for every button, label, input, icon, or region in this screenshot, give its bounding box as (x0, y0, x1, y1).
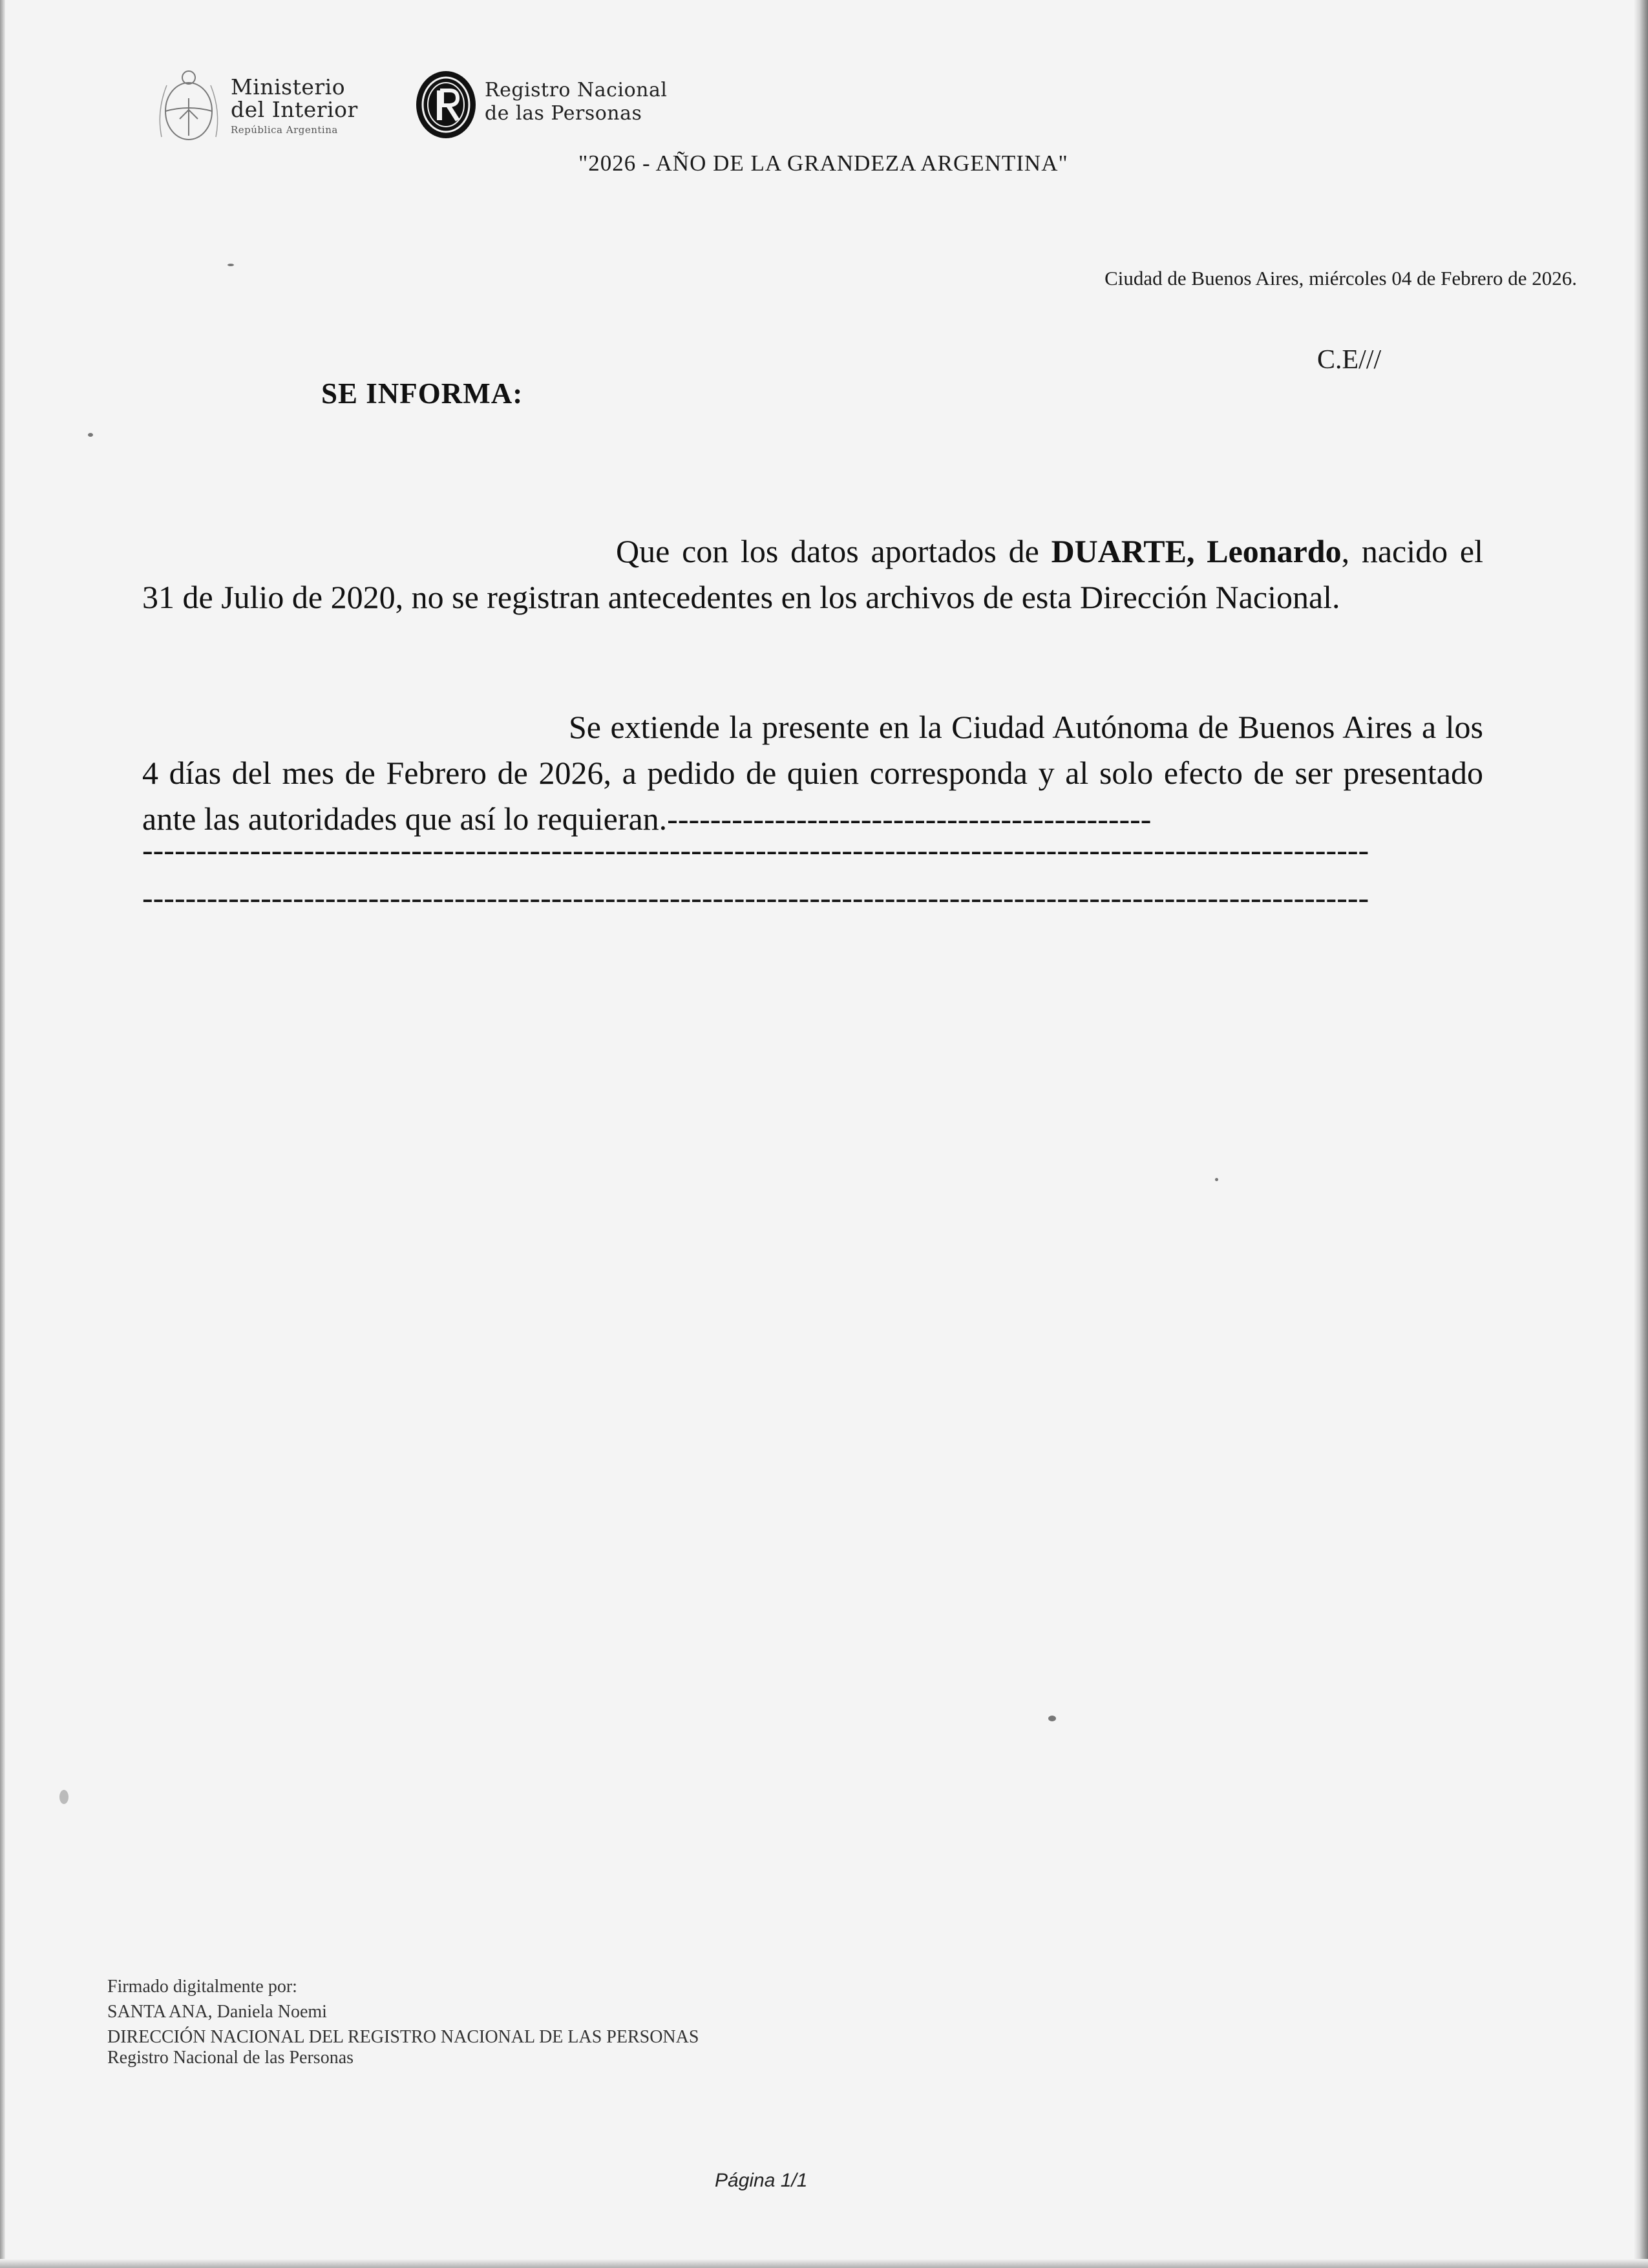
scan-speck (1215, 1178, 1218, 1181)
date-line: Ciudad de Buenos Aires, miércoles 04 de Febrero de 2026. (1104, 267, 1577, 289)
certificate-paragraph-1 (142, 529, 1483, 620)
signer-name: SANTA ANA, Daniela Noemi (107, 2002, 327, 2022)
scan-speck (88, 433, 93, 437)
reference-code: C.E/// (1317, 345, 1382, 375)
ministry-name-line2: del Interior (231, 97, 358, 122)
ministry-name-line1: Ministerio (231, 74, 346, 100)
paragraph2-text: Se extiende la presente en la Ciudad Autónoma de Buenos Aires a los 4 días del mes de Febrero de 2026, a pedido de quien corresponda y al solo efecto de ser presentado ante las autoridades que así lo requieran.--------------------------------------------- (142, 709, 1483, 837)
dash-filler-line-1: ------------------------------------------------------------------------------------------------------------------ (142, 834, 1369, 866)
renaper-name-line1: Registro Nacional (485, 79, 668, 101)
year-motto: "2026 - AÑO DE LA GRANDEZA ARGENTINA" (578, 151, 1068, 176)
renaper-logo-icon (414, 68, 478, 141)
page-number: Página 1/1 (715, 2170, 808, 2191)
paragraph1-rest: , nacido el 31 de Julio de 2020, no se registran antecedentes en los archivos de esta Dirección Nacional. (142, 533, 1483, 615)
signer-office: DIRECCIÓN NACIONAL DEL REGISTRO NACIONAL DE LAS PERSONAS (107, 2027, 699, 2047)
renaper-logo-text (485, 81, 667, 123)
certificate-paragraph-2 (142, 704, 1483, 842)
ministry-country-line: República Argentina (231, 124, 338, 136)
document-heading: SE INFORMA: (321, 377, 523, 410)
scan-edge-left (0, 0, 5, 2268)
argentina-coat-of-arms-icon (150, 59, 227, 156)
scan-speck (1048, 1716, 1056, 1721)
subject-name: DUARTE, Leonardo (1051, 533, 1342, 569)
signer-agency: Registro Nacional de las Personas (107, 2048, 354, 2068)
scan-speck (227, 264, 234, 266)
renaper-name-line2: de las Personas (485, 102, 642, 125)
scan-speck (59, 1790, 69, 1804)
paragraph1-lead: Que con los datos aportados de (616, 533, 1051, 569)
ministry-logo-text (231, 76, 358, 135)
digital-signature-block (107, 1974, 699, 2066)
signature-label: Firmado digitalmente por: (107, 1977, 297, 1997)
scan-edge-right (1634, 0, 1648, 2268)
dash-filler-line-2: ------------------------------------------------------------------------------------------------------------------ (142, 881, 1369, 914)
scan-edge-bottom (0, 2259, 1648, 2268)
